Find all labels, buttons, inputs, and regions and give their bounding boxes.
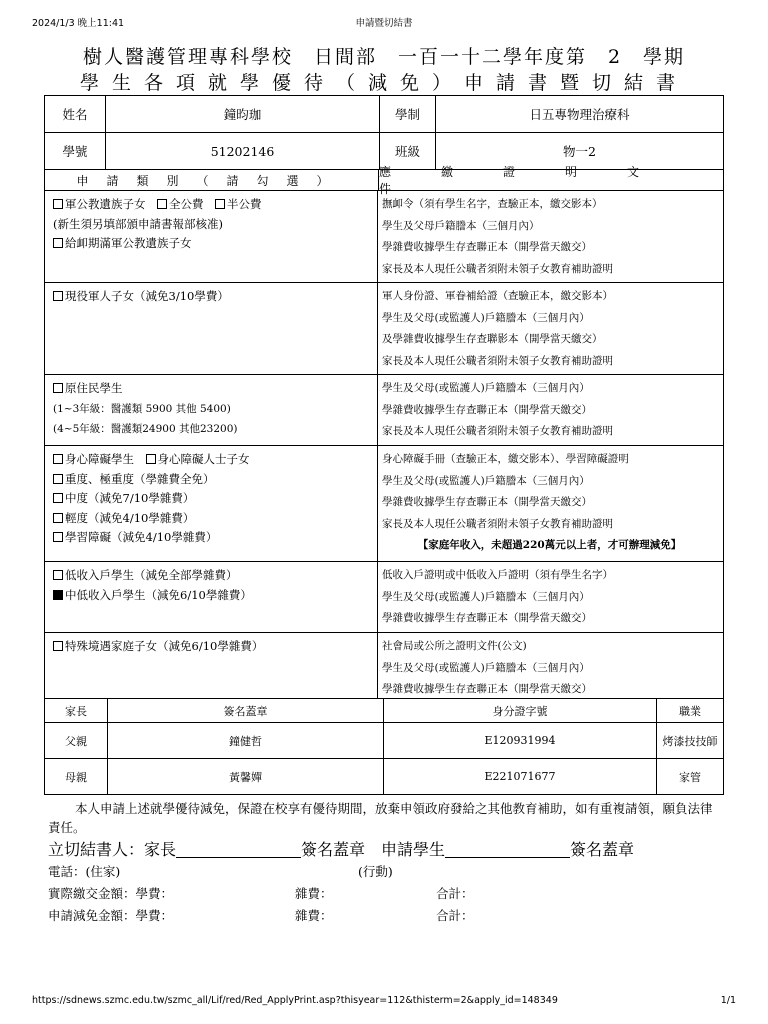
category-checkbox[interactable]: [157, 199, 167, 209]
category-option-label: 身心障礙人士子女: [157, 452, 250, 466]
name-row: [45, 96, 723, 133]
required-document-item: 軍人身份證、軍眷補給證（查驗正本，繳交影本）: [382, 290, 613, 302]
category-option-line: [53, 234, 371, 254]
required-document-item: 學雜費收據學生存查聯正本（開學當天繳交）: [382, 496, 592, 508]
category-header: 申請類別（請勾選）: [45, 170, 379, 190]
parents-header-row: [45, 699, 723, 723]
required-document-item: 及學雜費收據學生存查聯影本（開學當天繳交）: [382, 333, 603, 345]
parent-signature-blank: [176, 841, 301, 858]
required-document-item: 家長及本人現任公職者須附未領子女教育補助證明: [382, 354, 613, 367]
required-documents: [378, 283, 723, 374]
category-checkbox[interactable]: [146, 454, 156, 464]
category-option-line: [53, 489, 371, 509]
category-section: [45, 446, 723, 562]
required-document-item: 學生及父母(或監護人)戶籍謄本（三個月內）: [382, 474, 590, 487]
category-option-line: [53, 450, 371, 470]
category-options: [45, 562, 378, 632]
category-option-line: [53, 195, 371, 215]
category-option-label: 學習障礙（減免4/10學雜費）: [65, 530, 218, 544]
actual-misc-label: 雜費：: [295, 886, 333, 901]
print-page-number: 1/1: [720, 995, 736, 1006]
student-signature-blank: [445, 841, 570, 858]
category-option-label: 全公費: [169, 197, 215, 211]
print-url: https://sdnews.szmc.edu.tw/szmc_all/Lif/red/Red_ApplyPrint.asp?thisyear=112&thisterm=2&apply_id=148349: [32, 995, 558, 1006]
section-header: [45, 165, 723, 196]
col-id-number: 身分證字號: [384, 699, 657, 723]
student-id: 51202146: [106, 133, 380, 169]
col-parent: 家長: [45, 699, 108, 723]
category-checkbox[interactable]: [53, 291, 63, 301]
required-documents: [378, 562, 723, 632]
parent-occupation: 烤漆技技師: [657, 723, 724, 759]
table-row: [45, 723, 723, 759]
income-limit-note: 【家庭年收入，未超過220萬元以上者，才可辦理減免】: [417, 539, 682, 551]
required-document-item: 學雜費收據學生存查聯正本（開學當天繳交）: [382, 683, 592, 695]
category-section: [45, 562, 723, 633]
category-option-line: [53, 399, 371, 420]
category-option-label: 給卹期滿軍公教遺族子女: [65, 236, 192, 250]
category-option-line: [53, 509, 371, 529]
print-header: [32, 15, 736, 29]
required-document-item: 低收入戶證明或中低收入戶證明（須有學生名字）: [382, 569, 613, 581]
actual-total-label: 合計：: [436, 886, 474, 901]
parent-occupation: 家管: [657, 759, 724, 795]
category-section: [45, 191, 723, 283]
category-option-label: 中度（減免7/10學雜費）: [65, 491, 195, 505]
category-checkbox[interactable]: [53, 513, 63, 523]
required-document-item: 社會局或公所之證明文件(公文): [382, 640, 527, 652]
category-option-label: (新生須另填部頒申請書報部核准): [53, 216, 223, 231]
parent-name: 黃馨嬋: [108, 759, 384, 795]
name-label: 姓名: [45, 96, 106, 132]
required-document-item: 學生及父母(或監護人)戶籍謄本（三個月內）: [382, 661, 590, 674]
print-datetime: 2024/1/3 晚上11:41: [32, 18, 125, 29]
category-option-label: (4~5年級：醫護類24900 其他23200): [53, 423, 238, 435]
category-option-label: 低收入戶學生（減免全部學雜費）: [65, 568, 238, 582]
document-subtitle: 學生各項就學優待（減免）申請書暨切結書: [79, 72, 688, 94]
category-option-label: 半公費: [227, 197, 262, 211]
category-option-line: [53, 287, 371, 307]
required-documents: [378, 633, 723, 698]
required-documents: [378, 375, 723, 445]
phone-home-label: 電話：(住家): [48, 864, 121, 879]
documents-header: 應繳證明文件: [379, 165, 690, 196]
category-section: [45, 633, 723, 699]
student-class: 物一2: [563, 144, 596, 159]
category-option-label: 中低收入戶學生（減免6/10學雜費）: [65, 587, 252, 602]
category-section: [45, 375, 723, 446]
category-options: [45, 375, 378, 445]
student-name: 鐘昀珈: [106, 96, 380, 132]
category-options: [45, 633, 378, 698]
required-document-item: 身心障礙手冊（查驗正本，繳交影本）、學習障礙證明: [382, 453, 629, 465]
application-form: [44, 95, 724, 795]
required-document-item: 學生及父母戶籍謄本（三個月內）: [382, 219, 540, 232]
category-option-line: [53, 419, 371, 440]
category-checkbox[interactable]: [53, 590, 63, 600]
category-checkbox[interactable]: [53, 383, 63, 393]
category-option-line: [53, 215, 371, 235]
col-occupation: 職業: [679, 704, 701, 718]
category-option-label: 輕度（減免4/10學雜費）: [65, 510, 195, 525]
category-option-line: [53, 470, 371, 490]
print-footer: [32, 995, 736, 1009]
category-section: [45, 283, 723, 375]
required-document-item: 學生及父母(或監護人)戶籍謄本（三個月內）: [382, 311, 590, 324]
student-system: 日五專物理治療科: [529, 107, 630, 122]
category-checkbox[interactable]: [53, 641, 63, 651]
signature-suffix: 簽名蓋章: [570, 840, 635, 859]
apply-misc-label: 雜費：: [295, 908, 333, 923]
category-option-line: [53, 586, 371, 606]
required-document-item: 家長及本人現任公職者須附未領子女教育補助證明: [382, 517, 613, 530]
declaration-text: 本人申請上述就學優待減免，保證在校享有優待期間，放棄申領政府發給之其他教育補助，如有重複請領，願負法律責任。: [48, 801, 713, 835]
document-title: 樹人醫護管理專科學校 日間部 一百一十二學年度第 2 學期: [82, 46, 686, 68]
category-checkbox[interactable]: [53, 532, 63, 542]
category-sections: [45, 191, 723, 699]
category-option-label: 重度、極重度（學雜費全免）: [65, 471, 215, 486]
category-options: [45, 283, 378, 374]
required-document-item: 學雜費收據學生存查聯正本（開學當天繳交）: [382, 403, 592, 416]
category-checkbox[interactable]: [53, 454, 63, 464]
required-documents: [378, 191, 723, 282]
print-title: 申請暨切結書: [355, 18, 413, 29]
table-row: [45, 759, 723, 795]
category-option-label: 身心障礙學生: [65, 452, 146, 466]
parent-role: 父親: [45, 723, 108, 759]
required-document-item: 學生及父母(或監護人)戶籍謄本（三個月內）: [382, 382, 590, 394]
category-option-line: [53, 566, 371, 586]
category-option-line: [53, 379, 371, 399]
category-option-line: [53, 637, 371, 657]
signature-prefix: 立切結書人：家長: [48, 840, 177, 859]
category-checkbox[interactable]: [53, 199, 63, 209]
parent-id-number: E120931994: [384, 723, 657, 759]
category-checkbox[interactable]: [53, 570, 63, 580]
apply-amount-label: 申請減免金額：學費：: [48, 908, 174, 923]
required-document-item: 學雜費收據學生存查聯正本（開學當天繳交）: [382, 241, 592, 253]
category-options: [45, 446, 378, 561]
apply-total-label: 合計：: [436, 908, 474, 923]
category-option-label: 軍公教遺族子女: [65, 197, 157, 211]
col-signature: 簽名蓋章: [108, 699, 384, 723]
category-option-line: [53, 528, 371, 548]
class-label: 班級: [380, 133, 436, 169]
category-option-label: 原住民學生: [65, 381, 123, 395]
parent-role: 母親: [45, 759, 108, 795]
category-options: [45, 191, 378, 282]
id-label: 學號: [45, 133, 106, 169]
parent-id-number: E221071677: [384, 759, 657, 795]
actual-amount-label: 實際繳交金額：學費：: [48, 886, 174, 901]
required-documents: [378, 446, 723, 561]
required-document-item: 家長及本人現任公職者須附未領子女教育補助證明: [382, 425, 613, 437]
category-checkbox[interactable]: [53, 474, 63, 484]
signature-line: [48, 837, 634, 860]
system-label: 學制: [380, 96, 436, 132]
category-option-label: 現役軍人子女（減免3/10學費）: [65, 289, 229, 303]
category-option-label: (1~3年級：醫護類 5900 其他 5400): [53, 402, 231, 415]
required-document-item: 家長及本人現任公職者須附未領子女教育補助證明: [382, 262, 613, 275]
parents-table: [45, 699, 723, 794]
phone-mobile-label: (行動): [358, 864, 393, 879]
category-checkbox[interactable]: [215, 199, 225, 209]
required-document-item: 學生及父母(或監護人)戶籍謄本（三個月內）: [382, 590, 590, 603]
signature-mid: 簽名蓋章 申請學生: [301, 840, 446, 859]
parent-name: 鐘健哲: [108, 723, 384, 759]
required-document-item: 學雜費收據學生存查聯正本（開學當天繳交）: [382, 612, 592, 624]
required-document-item: 撫卹令（須有學生名字，查驗正本，繳交影本）: [382, 198, 603, 210]
category-option-label: 特殊境遇家庭子女（減免6/10學雜費）: [65, 639, 264, 653]
category-checkbox[interactable]: [53, 238, 63, 248]
category-checkbox[interactable]: [53, 493, 63, 503]
